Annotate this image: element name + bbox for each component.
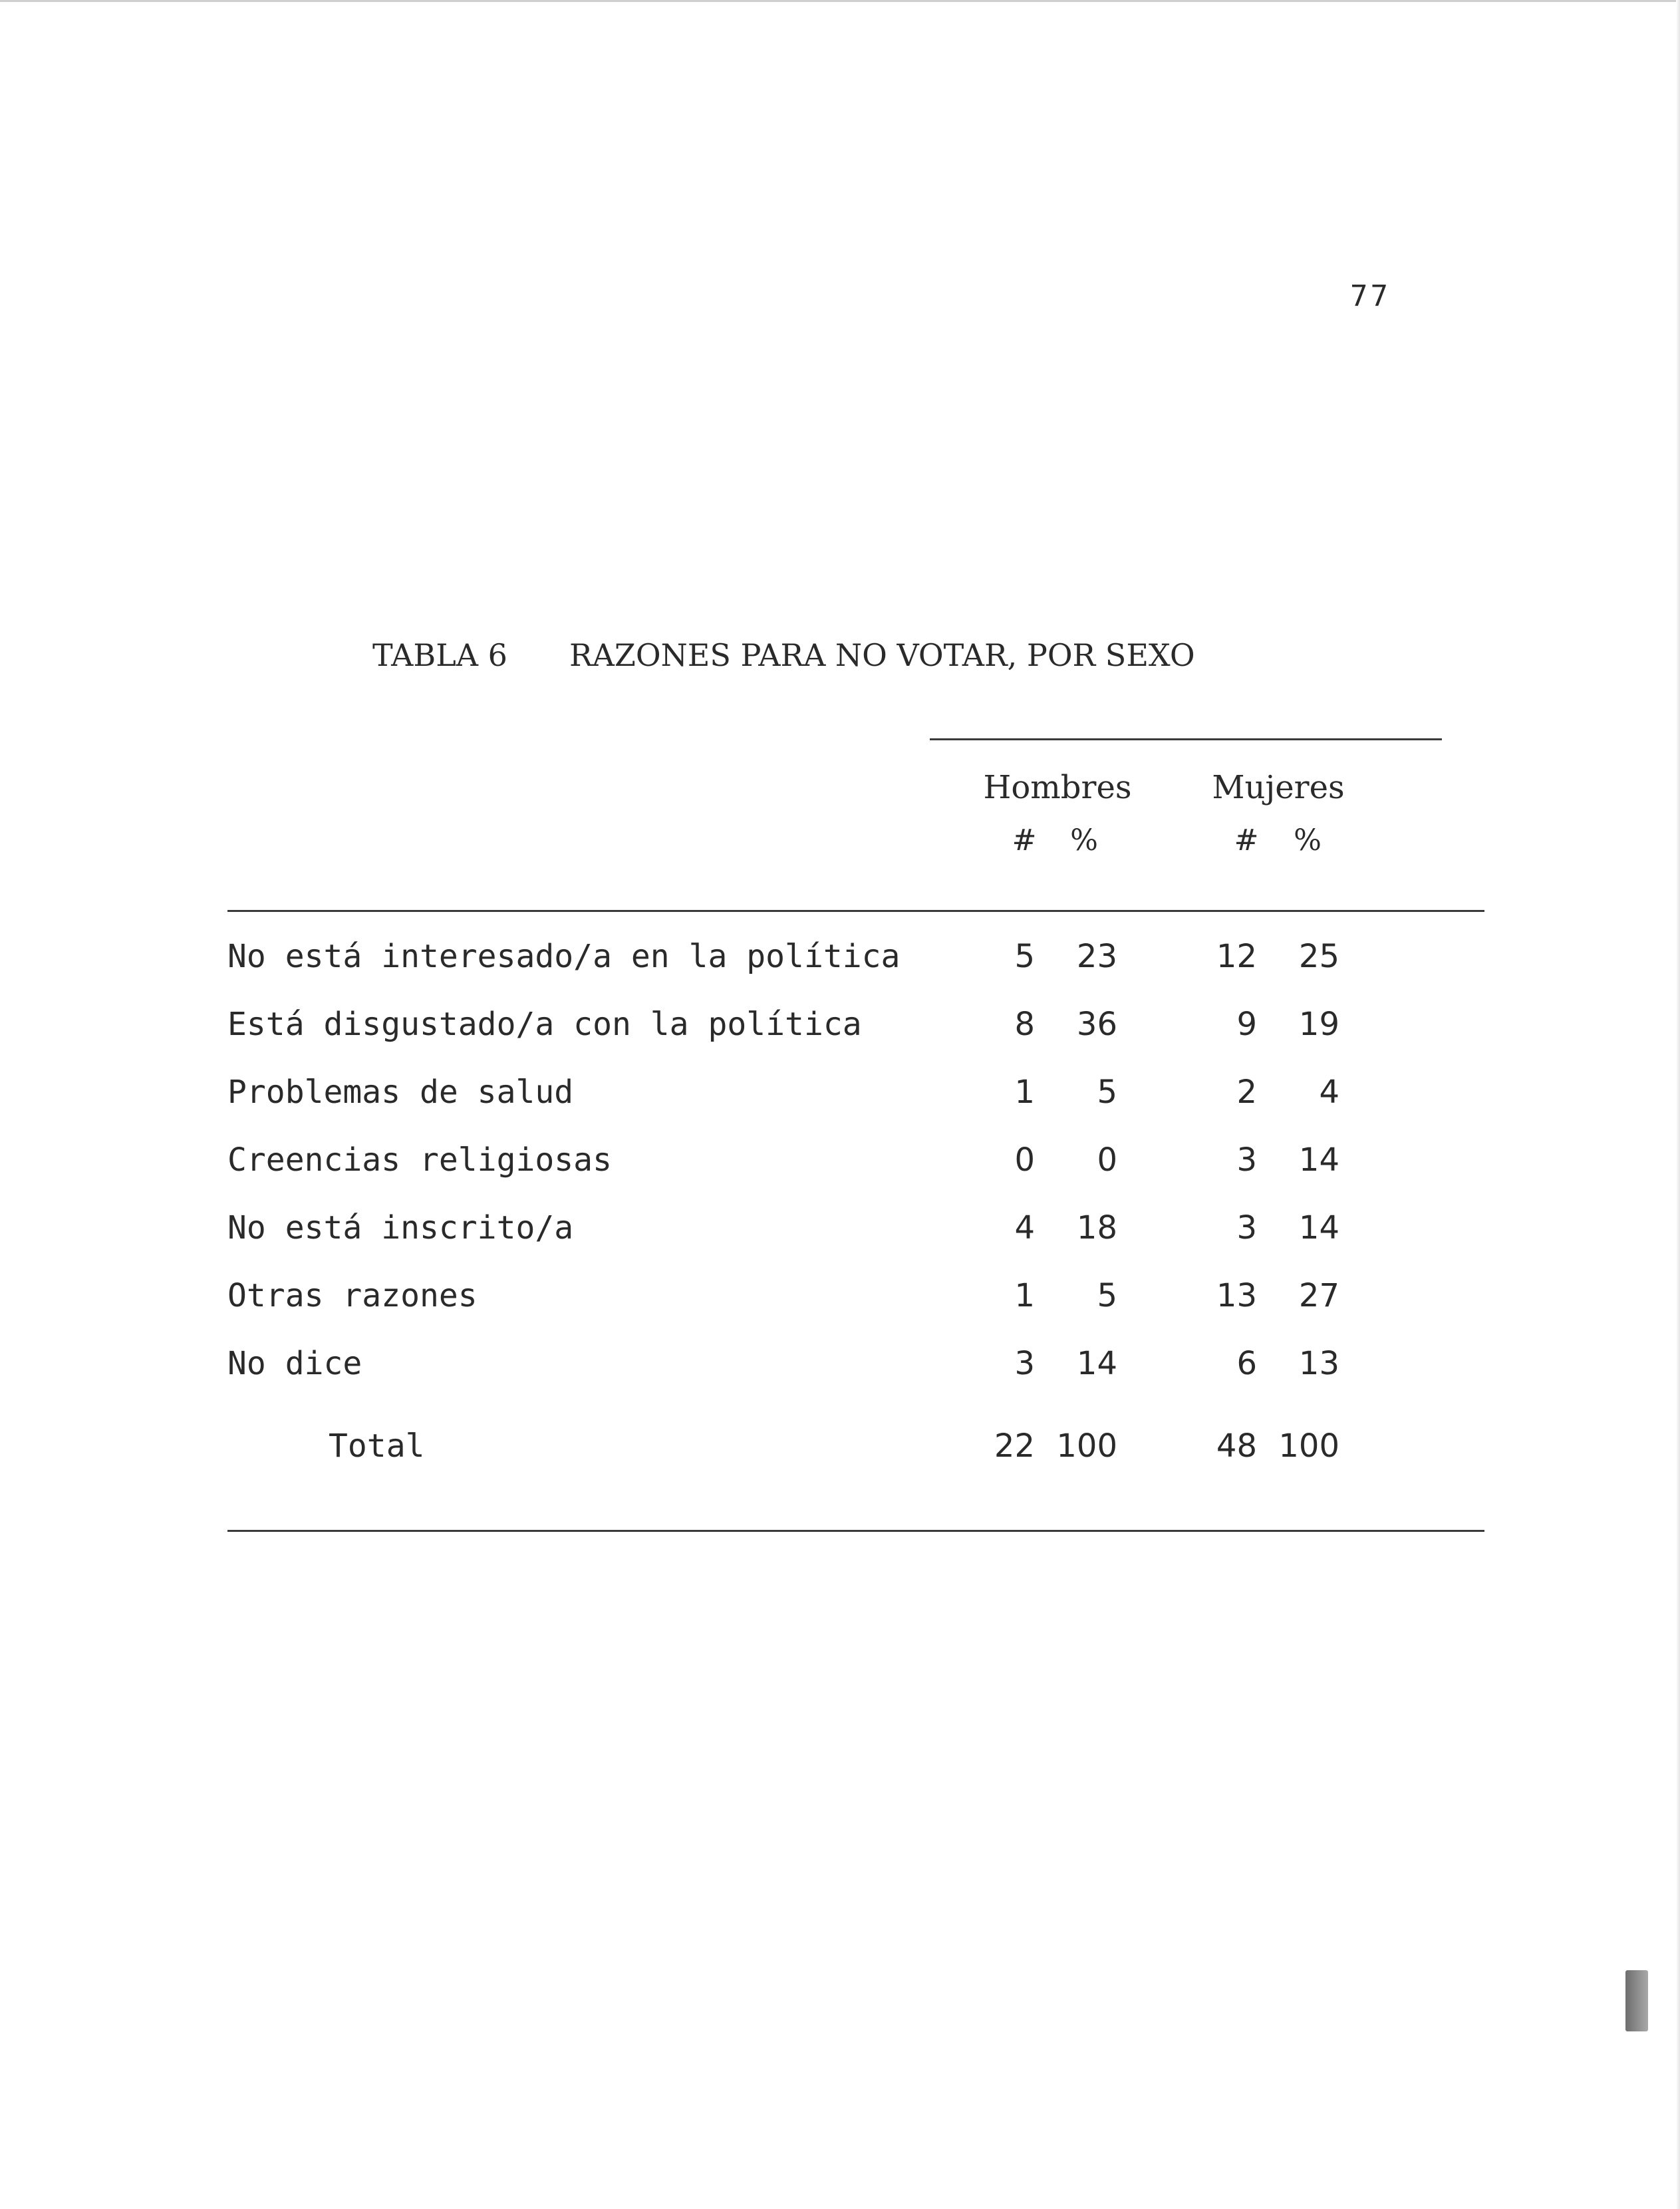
subheader-hombres-percent: % [1070,823,1098,857]
cell-hombres-percent: 0 [1097,1141,1117,1179]
cell-mujeres-percent: 25 [1298,938,1339,975]
cell-mujeres-count: 2 [1236,1074,1257,1111]
table-row-total [0,1427,1680,1481]
cell-mujeres-percent: 14 [1298,1141,1339,1179]
cell-hombres-count: 5 [1014,938,1035,975]
cell-hombres-percent-total: 100 [1056,1427,1117,1465]
row-label: No está interesado/a en la política [227,938,901,975]
row-label: Creencias religiosas [227,1141,612,1179]
row-label: Otras razones [227,1277,478,1314]
cell-mujeres-count: 13 [1216,1277,1257,1314]
cell-mujeres-percent-total: 100 [1278,1427,1339,1465]
column-header-hombres: Hombres [983,769,1132,806]
table-row [0,1006,1680,1059]
column-header-mujeres: Mujeres [1212,769,1345,806]
cell-hombres-percent: 5 [1097,1074,1117,1111]
cell-hombres-percent: 14 [1076,1345,1117,1382]
cell-hombres-count: 4 [1014,1209,1035,1247]
cell-hombres-count: 0 [1014,1141,1035,1179]
page-edge-top [0,0,1680,2]
cell-hombres-percent: 5 [1097,1277,1117,1314]
table-caption [372,637,1195,673]
table-row [0,1074,1680,1127]
body-top-rule [227,910,1484,912]
cell-hombres-count: 1 [1014,1074,1035,1111]
subheader-mujeres-percent: % [1294,823,1322,857]
page-number: 77 [1350,279,1391,313]
cell-hombres-count: 8 [1014,1006,1035,1043]
row-label: No está inscrito/a [227,1209,574,1247]
cell-mujeres-percent: 14 [1298,1209,1339,1247]
table-row [0,1141,1680,1195]
table-caption-title: RAZONES PARA NO VOTAR, POR SEXO [569,637,1195,673]
cell-mujeres-percent: 13 [1298,1345,1339,1382]
cell-mujeres-percent: 27 [1298,1277,1339,1314]
cell-mujeres-percent: 19 [1298,1006,1339,1043]
subheader-hombres-count: # [1012,823,1037,857]
table-bottom-rule [227,1530,1484,1532]
cell-hombres-percent: 36 [1076,1006,1117,1043]
cell-mujeres-percent: 4 [1319,1074,1339,1111]
cell-hombres-percent: 18 [1076,1209,1117,1247]
table-row [0,1277,1680,1330]
cell-mujeres-count: 6 [1236,1345,1257,1382]
total-label: Total [329,1427,425,1465]
cell-hombres-count: 1 [1014,1277,1035,1314]
scan-mark [1625,1970,1648,2031]
table-row [0,1345,1680,1398]
row-label: No dice [227,1345,362,1382]
cell-mujeres-count: 9 [1236,1006,1257,1043]
header-rule [930,738,1442,740]
cell-hombres-count-total: 22 [994,1427,1035,1465]
row-label: Problemas de salud [227,1074,574,1111]
cell-hombres-percent: 23 [1076,938,1117,975]
row-label: Está disgustado/a con la política [227,1006,862,1043]
cell-mujeres-count: 3 [1236,1209,1257,1247]
table-row [0,1209,1680,1262]
cell-mujeres-count-total: 48 [1216,1427,1257,1465]
table-row [0,938,1680,991]
subheader-mujeres-count: # [1234,823,1259,857]
table-caption-label: TABLA 6 [372,637,507,673]
cell-hombres-count: 3 [1014,1345,1035,1382]
cell-mujeres-count: 3 [1236,1141,1257,1179]
cell-mujeres-count: 12 [1216,938,1257,975]
